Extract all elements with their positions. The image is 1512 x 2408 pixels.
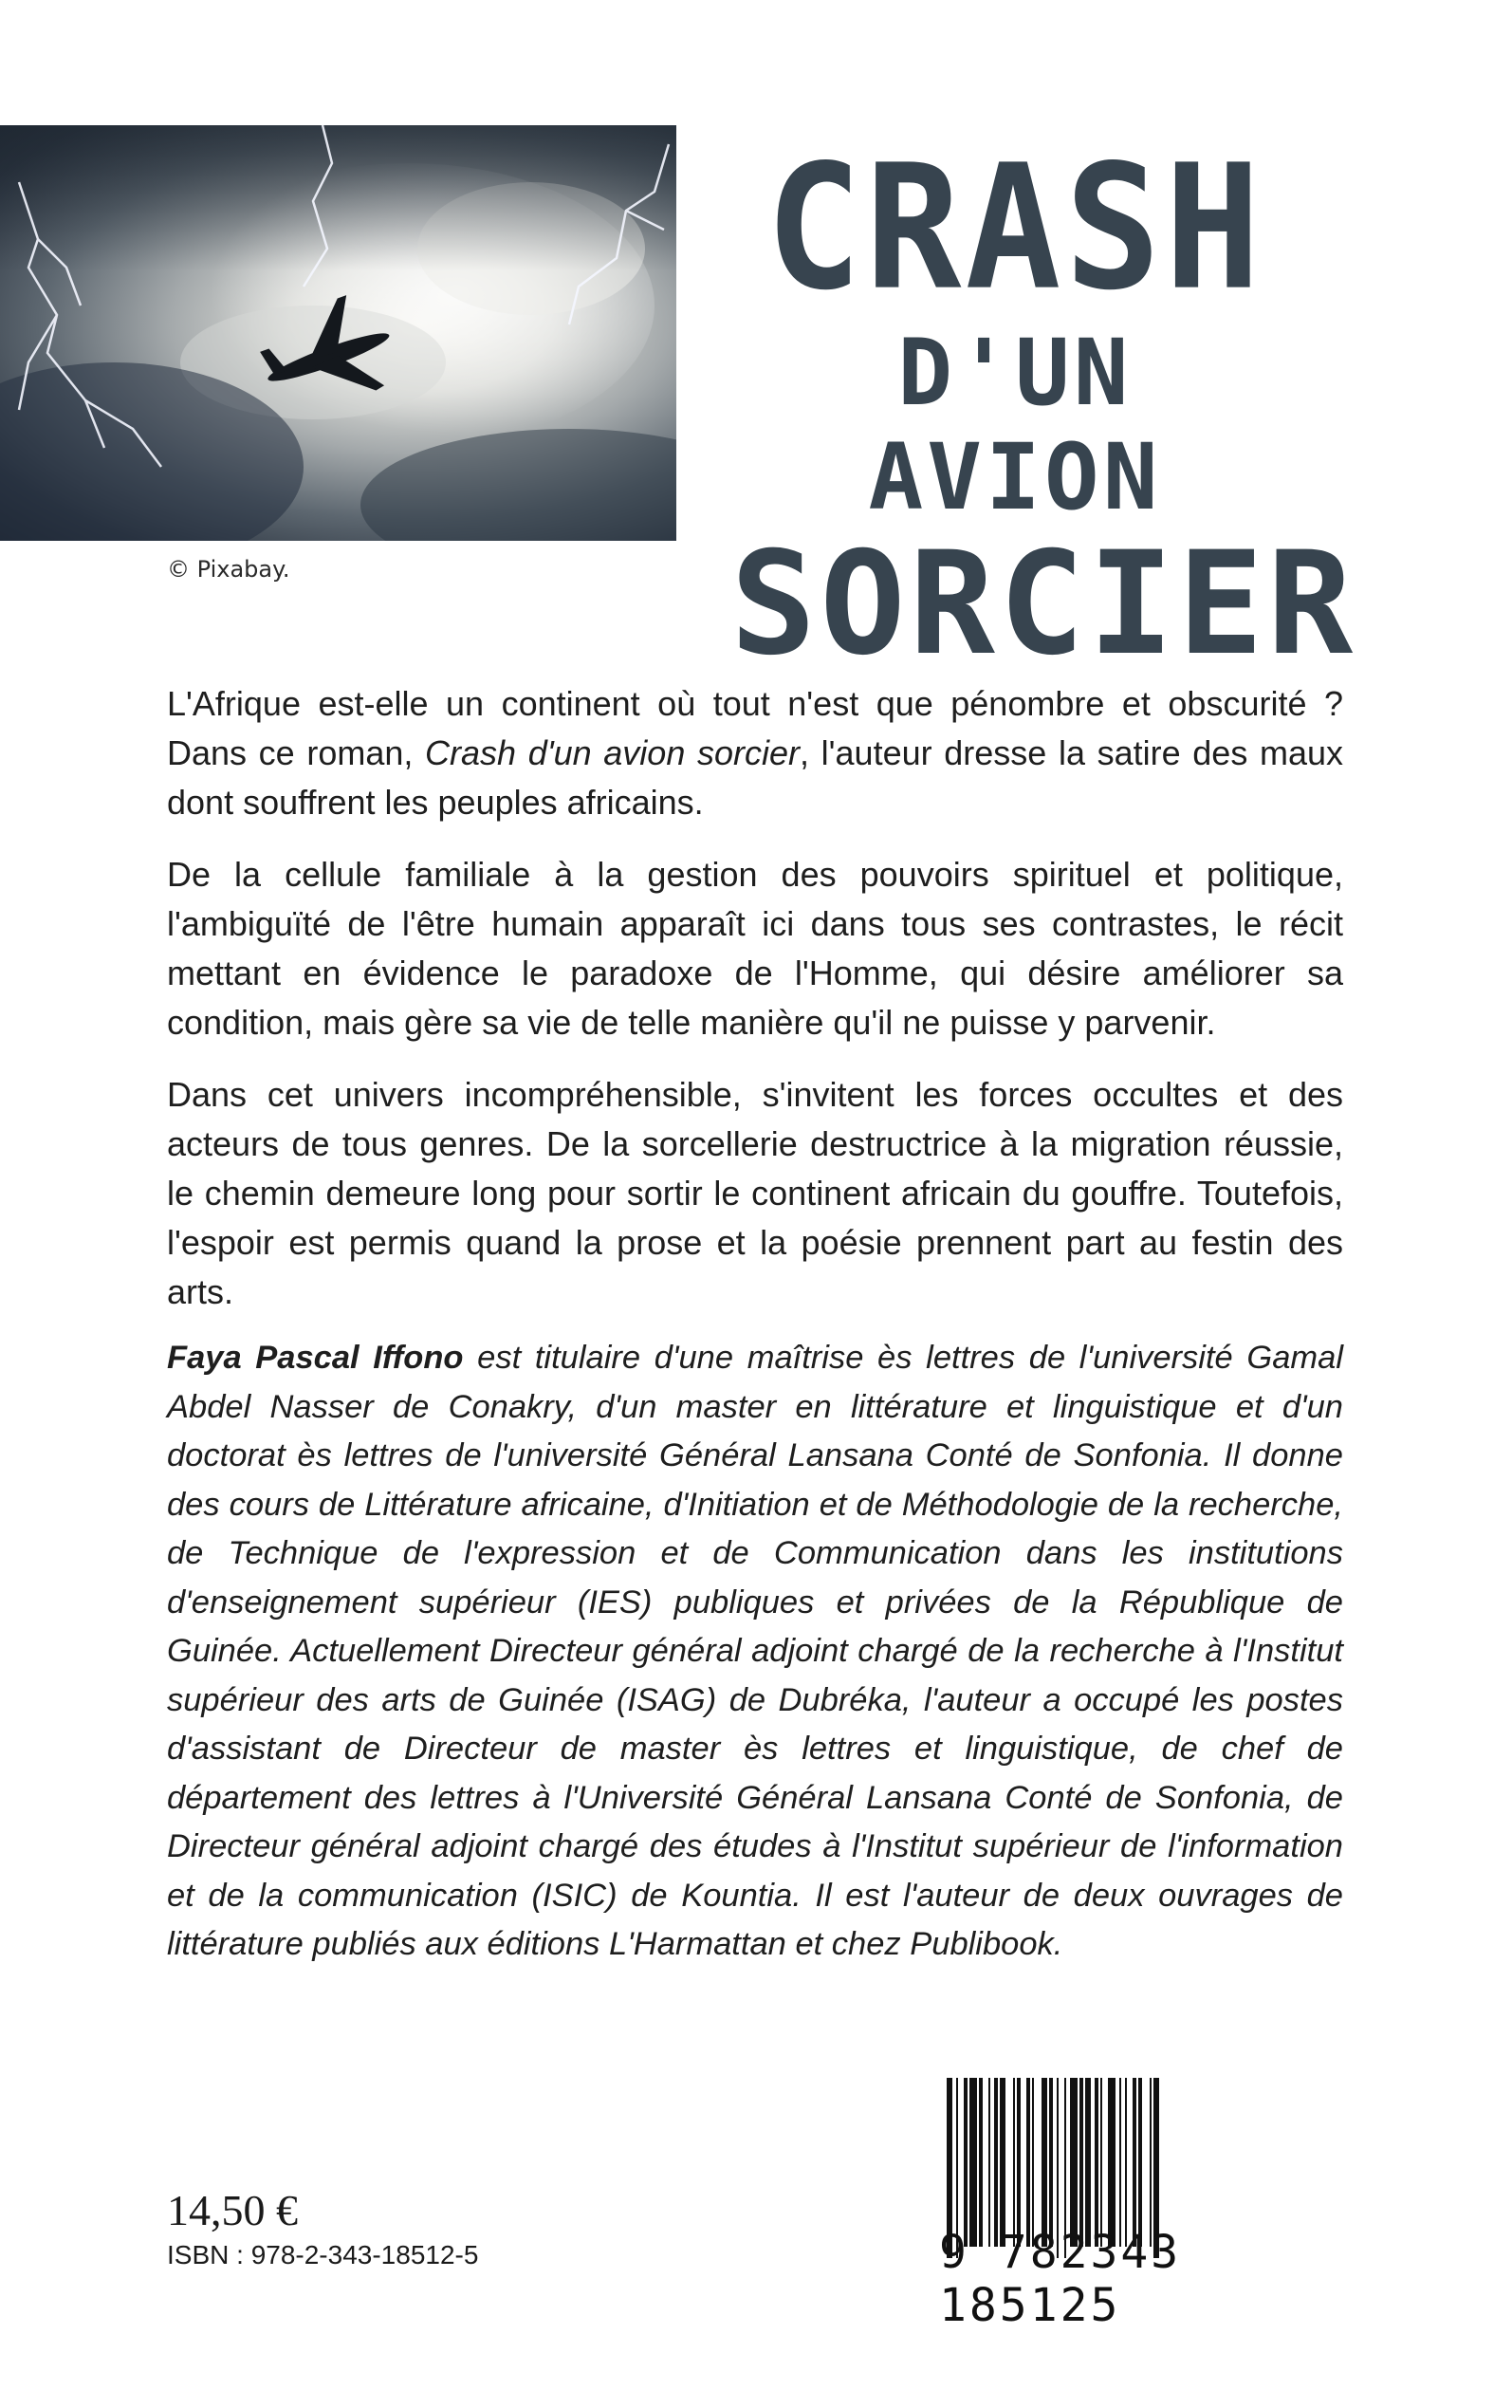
title-line-dun-avion: D'UN AVION (868, 320, 1162, 530)
author-bio-text: est titulaire d'une maîtrise ès lettres de l'université Gamal Abdel Nasser de Conakry, d'un master en littérature et linguistique et d'un doctorat ès lettres de l'université Général Lansana Conté de Sonfonia. Il donne des cours de Littérature africaine, d'Initiation et de Méthodologie de la recherche, de Technique de l'expression et de Communication dans les institutions d'enseignement supérieur (IES) publiques et privées de la République de Guinée. Actuellement Directeur général adjoint chargé de la recherche à l'Institut supérieur des arts de Guinée (ISAG) de Dubréka, l'auteur a occupé les postes d'assistant de Directeur de master ès lettres et linguistique, de chef de département des lettres à l'Université Général Lansana Conté de Sonfonia, de Directeur général adjoint chargé des études à l'Institut supérieur de l'information et de la communication (ISIC) de Kountia. Il est l'auteur de deux ouvrages de littérature publiés aux éditions L'Harmattan et chez Publibook. (167, 1340, 1343, 1962)
cover-photo-storm-airplane (0, 125, 676, 541)
photo-credit: © Pixabay. (167, 556, 290, 583)
blurb-paragraph-3: Dans cet univers incompréhensible, s'invitent les forces occultes et des acteurs de tous genres. De la sorcellerie destructrice à la migration réussie, le chemin demeure long pour sortir le continent africain du gouffre. Toutefois, l'espoir est permis quand la prose et la poésie prennent part au festin des arts. (167, 1075, 1343, 1311)
barcode-digits: 9 782343 185125 (939, 2226, 1182, 2332)
storm-illustration (0, 125, 676, 541)
isbn: ISBN : 978-2-343-18512-5 (167, 2240, 479, 2269)
title-line-sorcier: SORCIER (730, 522, 1357, 687)
author-name: Faya Pascal Iffono (167, 1340, 464, 1376)
blurb-p1-text-a: L'Afrique est-elle un continent où tout n'est que pénombre et obscurité ? Dans ce roman, (167, 684, 1343, 772)
price: 14,50 € (167, 2186, 298, 2234)
title-line-crash: CRASH (765, 127, 1264, 328)
book-title (730, 127, 1357, 687)
blurb (167, 679, 1343, 1340)
blurb-paragraph-2: De la cellule familiale à la gestion des pouvoirs spirituel et politique, l'ambiguïté de l'être humain apparaît ici dans tous ses contrastes, le récit mettant en évidence le paradoxe de l'Homme, qui désire améliorer sa condition, mais gère sa vie de telle manière qu'il ne puisse y parvenir. (167, 855, 1343, 1042)
author-bio (167, 1334, 1343, 1970)
blurb-p1-text-b: , l'auteur dresse la satire des maux dont souffrent les peuples africains. (167, 733, 1343, 822)
blurb-p1-book-title: Crash d'un avion sorcier (425, 733, 801, 772)
blurb-paragraph-1 (167, 679, 1343, 827)
